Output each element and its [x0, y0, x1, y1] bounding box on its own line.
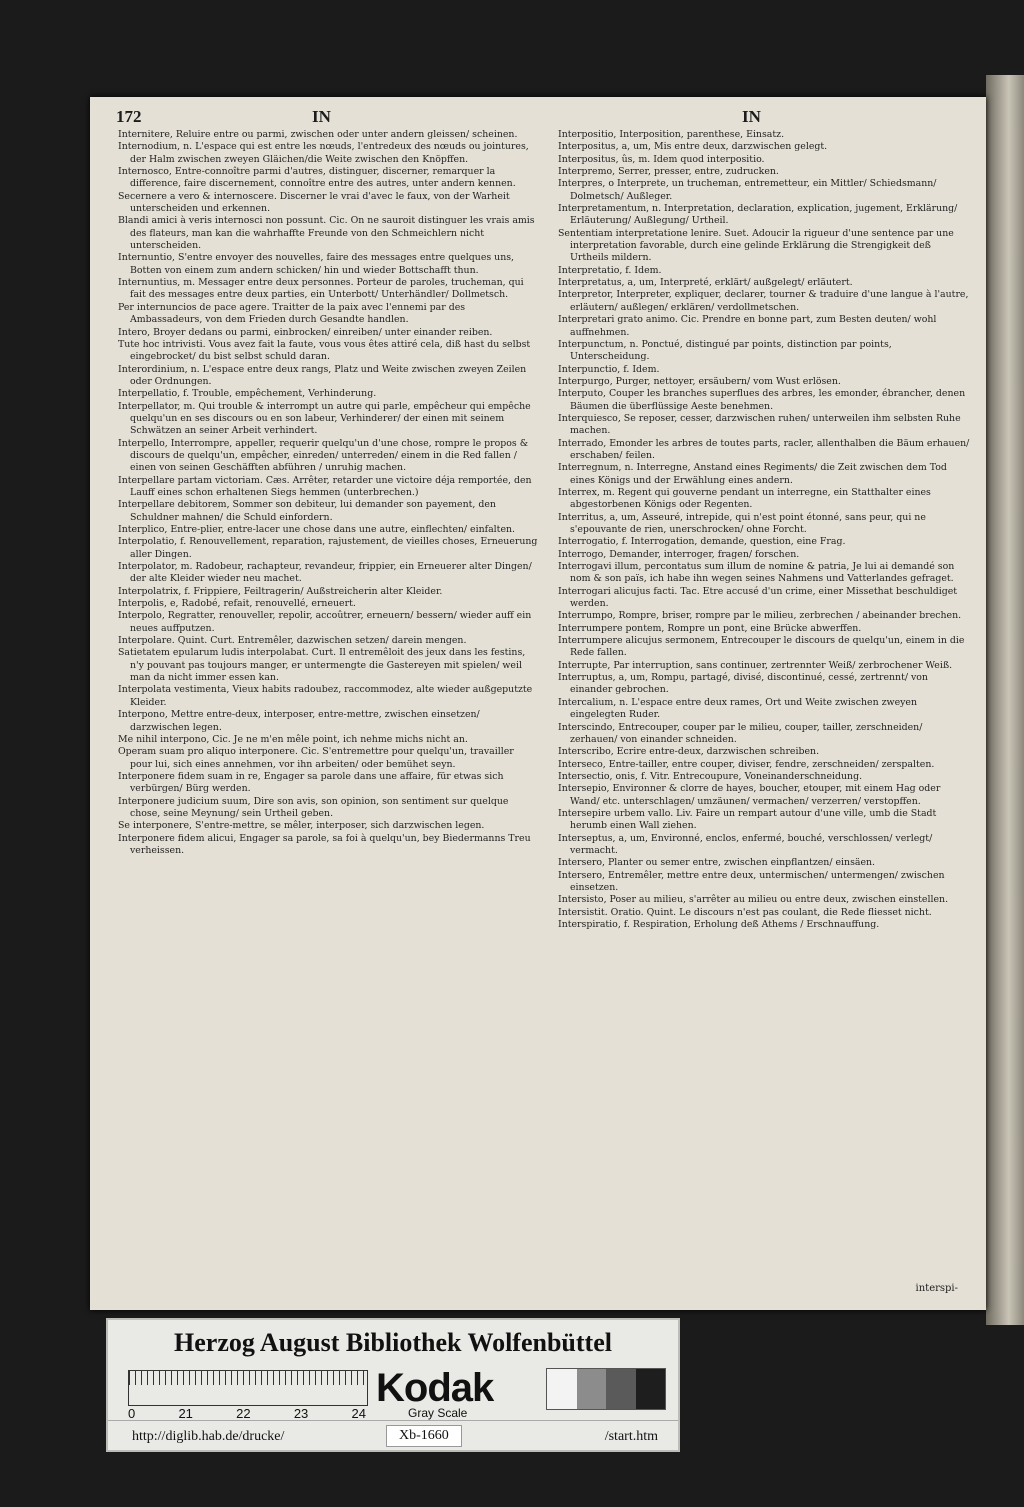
dictionary-entry: Internodium, n. L'espace qui est entre les nœuds, l'entredeux des nœuds ou jointures, der Halm zwischen zweyen Gläichen/die Weite zwischen den Knöpffen.: [118, 141, 529, 165]
ruler-number: 23: [293, 1406, 309, 1421]
dictionary-entry: Interpretari grato animo. Cic. Prendre en bonne part, zum Besten deuten/ wohl auffnehmen.: [558, 314, 937, 338]
dictionary-entry: Interpolis, e, Radobé, refait, renouvellé, erneuert.: [118, 598, 356, 610]
ruler-number: 22: [236, 1406, 251, 1421]
dictionary-entry: Interregnum, n. Interregne, Anstand eines Regiments/ die Zeit zwischen dem Tod eines Königs und der Erwählung eines andern.: [558, 462, 947, 486]
dictionary-entry: Interspiratio, f. Respiration, Erholung deß Athems / Erschnauffung.: [558, 919, 880, 930]
dictionary-entry: Intersero, Entremêler, mettre entre deux, untermischen/ untermengen/ zwischen einsetzen.: [558, 869, 945, 893]
ruler-number: 21: [178, 1406, 193, 1421]
left-column: [118, 129, 538, 857]
dictionary-entry: Intero, Broyer dedans ou parmi, einbrocken/ einreiben/ unter einander reiben.: [118, 326, 493, 338]
dictionary-entry: Interordinium, n. L'espace entre deux rangs, Platz und Weite zwischen zweyen Zeilen oder Ordnungen.: [118, 363, 527, 387]
dictionary-entry: Secernere a vero & internoscere. Discerner le vrai d'avec le faux, von der Warheit unterscheiden und erkennen.: [118, 190, 510, 215]
dictionary-entry: Interpellator, m. Qui trouble & interrompt un autre qui parle, empêcheur qui empêche quelqu'un en ses discours ou en son labeur, Verhinderer/ der einen mit seinem Schwätzen an seiner Arbeit verhindert.: [118, 400, 531, 437]
dictionary-entry: Interseptus, a, um, Environné, enclos, enfermé, bouché, verschlossen/ verlegt/ vermacht.: [558, 832, 933, 856]
gray-swatch: [606, 1369, 636, 1409]
dictionary-entry: Interpunctum, n. Ponctué, distingué par points, distinction par points, Unterscheidung.: [558, 338, 892, 363]
dictionary-entry: Interscindo, Entrecouper, couper par le milieu, couper, tailler, zerschneiden/ zerhauen/ von einander schneiden.: [558, 721, 923, 745]
dictionary-entry: Interpretatio, f. Idem.: [558, 264, 662, 276]
dictionary-entry: Intersepire urbem vallo. Liv. Faire un rempart autour d'une ville, umb die Stadt herumb einen Wall ziehen.: [558, 807, 937, 832]
dictionary-entry: Intersisto, Poser au milieu, s'arrêter au milieu ou entre deux, zwischen einstellen.: [558, 894, 949, 906]
dictionary-entry: Intersero, Planter ou semer entre, zwischen einpflantzen/ einsäen.: [558, 857, 876, 869]
dictionary-entry: Interpolatio, f. Renouvellement, reparation, rajustement, de vieilles choses, Erneuerung aller Dingen.: [118, 536, 538, 560]
dictionary-entry: Interrogavi illum, percontatus sum illum de nomine & patria, Je lui ai demandé son nom & son païs, ich habe ihn wegen seines Nahmens und Vatterlandes gefraget.: [558, 561, 955, 585]
dictionary-entry: Interpello, Interrompre, appeller, requerir quelqu'un d'une chose, rompre le propos & discours de quelqu'un, empêcher, einreden/ unterreden/ einem in die Red fallen / einen von seinen Geschäfften abführen / unruhig machen.: [118, 437, 529, 474]
dictionary-entry: Blandi amici à veris internosci non possunt. Cic. On ne sauroit distinguer les vrais amis des flateurs, man kan die wahrhaffte Freunde von den Schmeichlern nicht unterscheiden.: [118, 215, 535, 252]
dictionary-entry: Interpunctio, f. Idem.: [558, 363, 660, 375]
dictionary-entry: Interponere fidem suam in re, Engager sa parole dans une affaire, für etwas sich verbürgen/ Bürg werden.: [118, 770, 504, 795]
dictionary-entry: Interpolare. Quint. Curt. Entremêler, dazwischen setzen/ darein mengen.: [118, 635, 467, 647]
library-color-card: [106, 1318, 680, 1452]
dictionary-entry: Interpretor, Interpreter, expliquer, declarer, tourner & traduire d'une langue à l'autre, erläutern/ außlegen/ erklären/ verdollmetschen.: [558, 289, 969, 313]
dictionary-entry: Internuntius, m. Messager entre deux personnes. Porteur de paroles, trucheman, qui fait des messages entre deux parties, ein Unterbott/ Unterhändler/ Dollmetsch.: [118, 277, 524, 301]
dictionary-entry: Interpositus, a, um, Mis entre deux, darzwischen gelegt.: [558, 141, 828, 153]
shelfmark: Xb-1660: [386, 1425, 462, 1447]
dictionary-entry: Per internuncios de pace agere. Traitter de la paix avec l'ennemi par des Ambassadeurs, von dem Frieden durch Gesandte handlen.: [118, 301, 466, 326]
url-left[interactable]: http://diglib.hab.de/drucke/: [132, 1429, 285, 1444]
dictionary-entry: Intercalium, n. L'espace entre deux rames, Ort und Weite zwischen zweyen eingelegten Ruder.: [558, 696, 917, 721]
dictionary-page: [90, 97, 986, 1310]
url-right[interactable]: /start.htm: [604, 1429, 658, 1444]
dictionary-entry: Interpositio, Interposition, parenthese, Einsatz.: [558, 129, 785, 140]
ruler-number: 24: [351, 1406, 366, 1421]
dictionary-entry: Interpretatus, a, um, Interpreté, erklärt/ außgelegt/ erläutert.: [558, 277, 853, 289]
dictionary-entry: Interpolata vestimenta, Vieux habits radoubez, raccommodez, alte wieder außgeputzte Kleider.: [118, 684, 533, 708]
dictionary-entry: Interputo, Couper les branches superflues des arbres, les emonder, ébrancher, denen Bäumen die überflüssige Aeste benehmen.: [558, 388, 966, 412]
dictionary-entry: Interpretamentum, n. Interpretation, declaration, explication, jugement, Erklärung/ Erläuterung/ Außlegung/ Urtheil.: [558, 203, 958, 227]
gray-swatches: [546, 1368, 666, 1410]
dictionary-entry: Interpolator, m. Radobeur, rachapteur, revandeur, frippier, ein Erneuerer alter Dingen/ der alte Kleider wieder neu machet.: [118, 561, 532, 585]
page-number: 172: [116, 107, 142, 126]
dictionary-entry: Interrumpere alicujus sermonem, Entrecouper le discours de quelqu'un, einem in die Rede fallen.: [558, 635, 965, 659]
dictionary-entry: Satietatem epularum ludis interpolabat. Curt. Il entremêloit des jeux dans les festins, n'y pouvant pas toujours manger, er untermengte die Gastereyen mit spielen/ weil man da nicht immer essen kan.: [118, 647, 526, 684]
dictionary-entry: Interpellare partam victoriam. Cæs. Arrêter, retarder une victoire déja remportée, den Lauff eines schon erhaltenen Siegs hemmen (unterbrechen.): [118, 474, 532, 498]
dictionary-entry: Interrumpere pontem, Rompre un pont, eine Brücke abwerffen.: [558, 622, 862, 634]
dictionary-entry: Intersistit. Oratio. Quint. Le discours n'est pas coulant, die Rede fliesset nicht.: [558, 906, 932, 918]
card-footer: [108, 1420, 678, 1451]
dictionary-entry: Interpellatio, f. Trouble, empêchement, Verhinderung.: [118, 388, 377, 400]
adjacent-page-edge: [986, 75, 1024, 1325]
dictionary-entry: Interscribo, Ecrire entre-deux, darzwischen schreiben.: [558, 746, 820, 758]
dictionary-entry: Me nihil interpono, Cic. Je ne m'en mêle point, ich nehme michs nicht an.: [118, 733, 468, 745]
library-name: Herzog August Bibliothek Wolfenbüttel: [174, 1328, 612, 1357]
dictionary-entry: Interpono, Mettre entre-deux, interposer, entre-mettre, zwischen einsetzen/ darzwischen legen.: [118, 709, 480, 733]
dictionary-entry: Interponere judicium suum, Dire son avis, son opinion, son sentiment sur quelque chose, seine Meynung/ sein Urtheil geben.: [118, 795, 509, 819]
dictionary-entry: Interplico, Entre-plier, entre-lacer une chose dans une autre, einflechten/ einfalten.: [118, 524, 516, 535]
dictionary-entry: Interquiesco, Se reposer, cesser, darzwischen ruhen/ unterweilen ihm selbsten Ruhe machen.: [558, 412, 961, 437]
ruler-numbers: [128, 1406, 366, 1421]
grayscale-label: Gray Scale: [408, 1406, 468, 1420]
ruler-number: 0: [128, 1406, 136, 1421]
dictionary-entry: Interpolatrix, f. Frippiere, Feiltragerin/ Außstreicherin alter Kleider.: [118, 585, 443, 597]
kodak-logo: Kodak: [376, 1366, 494, 1410]
dictionary-entry: Interrogari alicujus facti. Tac. Etre accusé d'un crime, einer Missethat beschuldiget werden.: [558, 585, 958, 610]
dictionary-entry: Interpurgo, Purger, nettoyer, ersäubern/ vom Wust erlösen.: [558, 375, 841, 387]
dictionary-entry: Interpellare debitorem, Sommer son debiteur, lui demander son payement, den Schuldner mahnen/ die Schuld einfordern.: [118, 499, 496, 523]
dictionary-entry: Interpremo, Serrer, presser, entre, zudrucken.: [558, 166, 779, 178]
dictionary-entry: Interrex, m. Regent qui gouverne pendant un interregne, ein Statthalter eines abgestorbenen Königs oder Regenten.: [558, 486, 931, 511]
dictionary-entry: Interpres, o Interprete, un trucheman, entremetteur, ein Mittler/ Schiedsmann/ Dolmetsch/ Außleger.: [558, 178, 937, 202]
dictionary-entry: Interruptus, a, um, Rompu, partagé, divisé, discontinué, cessé, zertrennt/ von einander gebrochen.: [558, 672, 928, 696]
gray-swatch: [577, 1369, 607, 1409]
dictionary-entry: Intersectio, onis, f. Vitr. Entrecoupure, Voneinanderschneidung.: [558, 770, 863, 782]
gray-swatch: [547, 1369, 577, 1409]
dictionary-entry: Interrogo, Demander, interroger, fragen/ forschen.: [558, 548, 800, 560]
dictionary-entry: Interrogatio, f. Interrogation, demande, question, eine Frag.: [558, 536, 846, 548]
dictionary-entry: Internitere, Reluire entre ou parmi, zwischen oder unter andern gleissen/ scheinen.: [118, 129, 518, 140]
running-head-left: IN: [312, 107, 331, 126]
dictionary-entry: Interponere fidem alicui, Engager sa parole, sa foi à quelqu'un, bey Biedermanns Treu verheissen.: [118, 832, 531, 856]
dictionary-entry: Tute hoc intrivisti. Vous avez fait la faute, vous vous êtes attiré cela, diß hast du selbst eingebrocket/ du bist selbst schuld daran.: [118, 338, 531, 363]
catchword: interspi-: [915, 1283, 958, 1294]
dictionary-entry: Interrupte, Par interruption, sans continuer, zertrennter Weiß/ zerbrochener Weiß.: [558, 659, 953, 671]
gray-swatch: [636, 1369, 666, 1409]
right-column: [558, 129, 970, 931]
dictionary-entry: Interrumpo, Rompre, briser, rompre par le milieu, zerbrechen / abeinander brechen.: [558, 610, 962, 622]
running-head-right: IN: [742, 107, 761, 126]
dictionary-entry: Operam suam pro aliquo interponere. Cic. S'entremettre pour quelqu'un, travailler pour lui, sich eines annehmen, vor ihn arbeiten/ oder bemühet seyn.: [118, 746, 514, 770]
dictionary-entry: Interpositus, ûs, m. Idem quod interpositio.: [558, 153, 765, 165]
dictionary-entry: Intersepio, Environner & clorre de hayes, boucher, etouper, mit einem Hag oder Wand/ etc. unterschlagen/ umzäunen/ vermachen/ verzerren/ verstopffen.: [558, 783, 941, 807]
dictionary-entry: Internosco, Entre-connoître parmi d'autres, distinguer, discerner, remarquer la difference, faire discernement, connoître entre des autres, unter andern kennen.: [118, 166, 516, 190]
dictionary-entry: Se interponere, S'entre-mettre, se mêler, interposer, sich darzwischen legen.: [118, 820, 485, 832]
dictionary-entry: Internuntio, S'entre envoyer des nouvelles, faire des messages entre quelques uns, Botten von einem zum andern schicken/ hin und wieder Bottschafft thun.: [118, 252, 515, 276]
dictionary-entry: Interpolo, Regratter, renouveller, repolir, accoûtrer, erneuern/ bessern/ wieder auff ein neues auffputzen.: [118, 610, 532, 634]
dictionary-entry: Interrado, Emonder les arbres de toutes parts, racler, allenthalben die Bäum erhauen/ erschaben/ feilen.: [558, 437, 970, 461]
dictionary-entry: Interseco, Entre-tailler, entre couper, diviser, fendre, zerschneiden/ zerspalten.: [558, 758, 935, 770]
dictionary-entry: Interritus, a, um, Asseuré, intrepide, qui n'est point étonné, sans peur, qui ne s'epouvante de rien, unerschrocken/ ohne Forcht.: [558, 511, 926, 535]
dictionary-entry: Sententiam interpretatione lenire. Suet. Adoucir la rigueur d'une sentence par une interpretation favorable, durch eine gelinde Erklärung die Strengigkeit deß Urtheils mildern.: [558, 227, 954, 264]
ruler-scale: [128, 1370, 368, 1406]
